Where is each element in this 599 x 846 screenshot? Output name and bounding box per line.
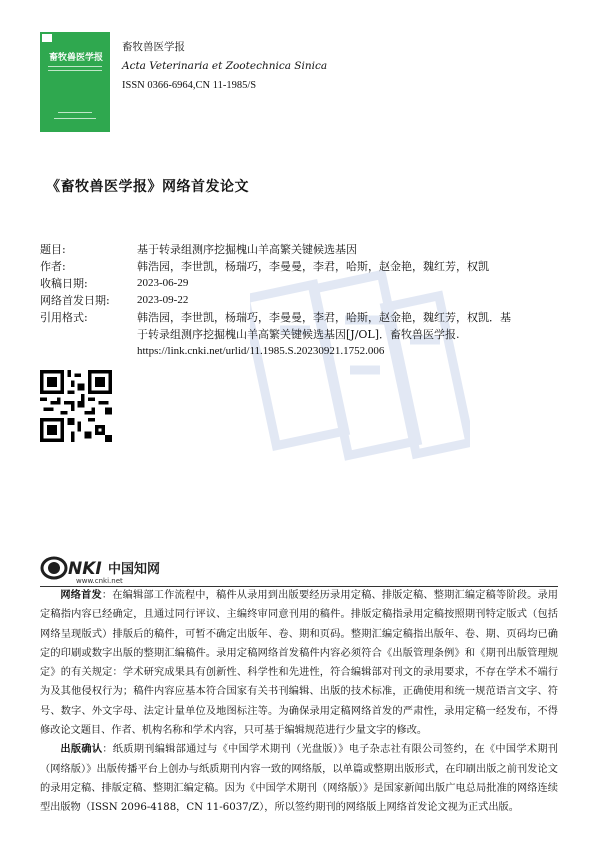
received-value: 2023-06-29 — [137, 277, 189, 289]
online-label: 网络首发日期: — [40, 294, 110, 307]
cite-line-1: 韩浩园，李世凯，杨瑞巧，李曼曼，李君，哈斯，赵金艳，魏红芳，权凯．基 — [137, 311, 511, 324]
title-value: 基于转录组测序挖掘槐山羊高繁关键候选基因 — [137, 243, 357, 256]
notice-paragraph-1 — [40, 586, 558, 740]
svg-text:NKI: NKI — [68, 559, 102, 579]
cover-rule — [58, 112, 92, 113]
meta-received-row — [40, 275, 560, 292]
cite-value — [137, 309, 560, 360]
meta-title-row — [40, 241, 560, 258]
cite-url-link[interactable]: https://link.cnki.net/urlid/11.1985.S.20230921.1752.006 — [137, 345, 385, 357]
meta-online-row — [40, 292, 560, 309]
cnki-logo — [40, 554, 190, 584]
article-meta — [40, 241, 560, 360]
cover-rule — [48, 66, 102, 67]
qr-code[interactable] — [40, 370, 112, 442]
first-pub-title: 《畜牧兽医学报》网络首发论文 — [46, 179, 249, 195]
notice-section — [40, 586, 558, 818]
journal-name-en: Acta Veterinaria et Zootechnica Sinica — [122, 60, 328, 72]
notice-paragraph-2 — [40, 740, 558, 817]
authors-label: 作者: — [40, 260, 66, 273]
meta-cite-row — [40, 309, 560, 360]
cite-line-2: 于转录组测序挖掘槐山羊高繁关键候选基因[J/OL]．畜牧兽医学报. — [137, 328, 460, 341]
notice-p2-text: ：纸质期刊编辑部通过与《中国学术期刊（光盘版）》电子杂志社有限公司签约，在《中国学术期刊（网络版）》出版传播平台上创办与纸质期刊内容一致的网络版，以单篇或整期出版形式，在印刷出版之前刊发论文的录用定稿、排版定稿、整期汇编定稿。因为《中国学术期刊（网络版）》是国家新闻出版广电总局批准的网络连续型出版物（ISSN 2096-4188，CN 11-6037/Z），所以签约期刊的网络版上网络首发论文视为正式出版。 — [40, 744, 558, 814]
svg-text:中国知网: 中国知网 — [108, 562, 161, 577]
journal-cover — [40, 32, 110, 132]
cover-rule — [54, 118, 96, 119]
journal-name-cn: 畜牧兽医学报 — [122, 41, 185, 53]
meta-authors-row — [40, 258, 560, 275]
received-label: 收稿日期: — [40, 277, 88, 290]
notice-p2-label: 出版确认 — [60, 743, 103, 756]
journal-info — [122, 38, 327, 95]
journal-issn: ISSN 0366-6964,CN 11-1985/S — [122, 80, 257, 91]
online-value: 2023-09-22 — [137, 294, 189, 306]
notice-p1-label: 网络首发 — [60, 589, 102, 601]
cnki-url: www.cnki.net — [76, 577, 123, 584]
cover-logo — [42, 34, 52, 42]
notice-p1-text: ：在编辑部工作流程中，稿件从录用到出版要经历录用定稿、排版定稿、整期汇编定稿等阶段。录用定稿指内容已经确定，且通过同行评议、主编终审同意刊用的稿件。排版定稿指录用定稿按照期刊特定版式（包括网络呈现版式）排版后的稿件，可暂不确定出版年、卷、期和页码。整期汇编定稿指出版年、卷、期、页码均已确定的印刷或数字出版的整期汇编稿件。录用定稿网络首发稿件内容必须符合《出版管理条例》和《期刊出版管理规定》的有关规定：学术研究成果具有创新性、科学性和先进性，符合编辑部对刊文的录用要求，不存在学术不端行为及其他侵权行为；稿件内容应基本符合国家有关书刊编辑、出版的技术标准，正确使用和统一规范语言文字、符号、数字、外文字母、法定计量单位及地图标注等。为确保录用定稿网络首发的严肃性，录用定稿一经发布，不得修改论文题目、作者、机构名称和学术内容，只可基于编辑规范进行少量文字的修改。 — [40, 590, 558, 737]
cite-label: 引用格式: — [40, 311, 88, 324]
cover-rule — [48, 70, 102, 71]
title-label: 题目: — [40, 243, 66, 256]
cover-title: 畜牧兽医学报 — [48, 53, 103, 63]
authors-value: 韩浩园，李世凯，杨瑞巧，李曼曼，李君，哈斯，赵金艳，魏红芳，权凯 — [137, 260, 489, 273]
